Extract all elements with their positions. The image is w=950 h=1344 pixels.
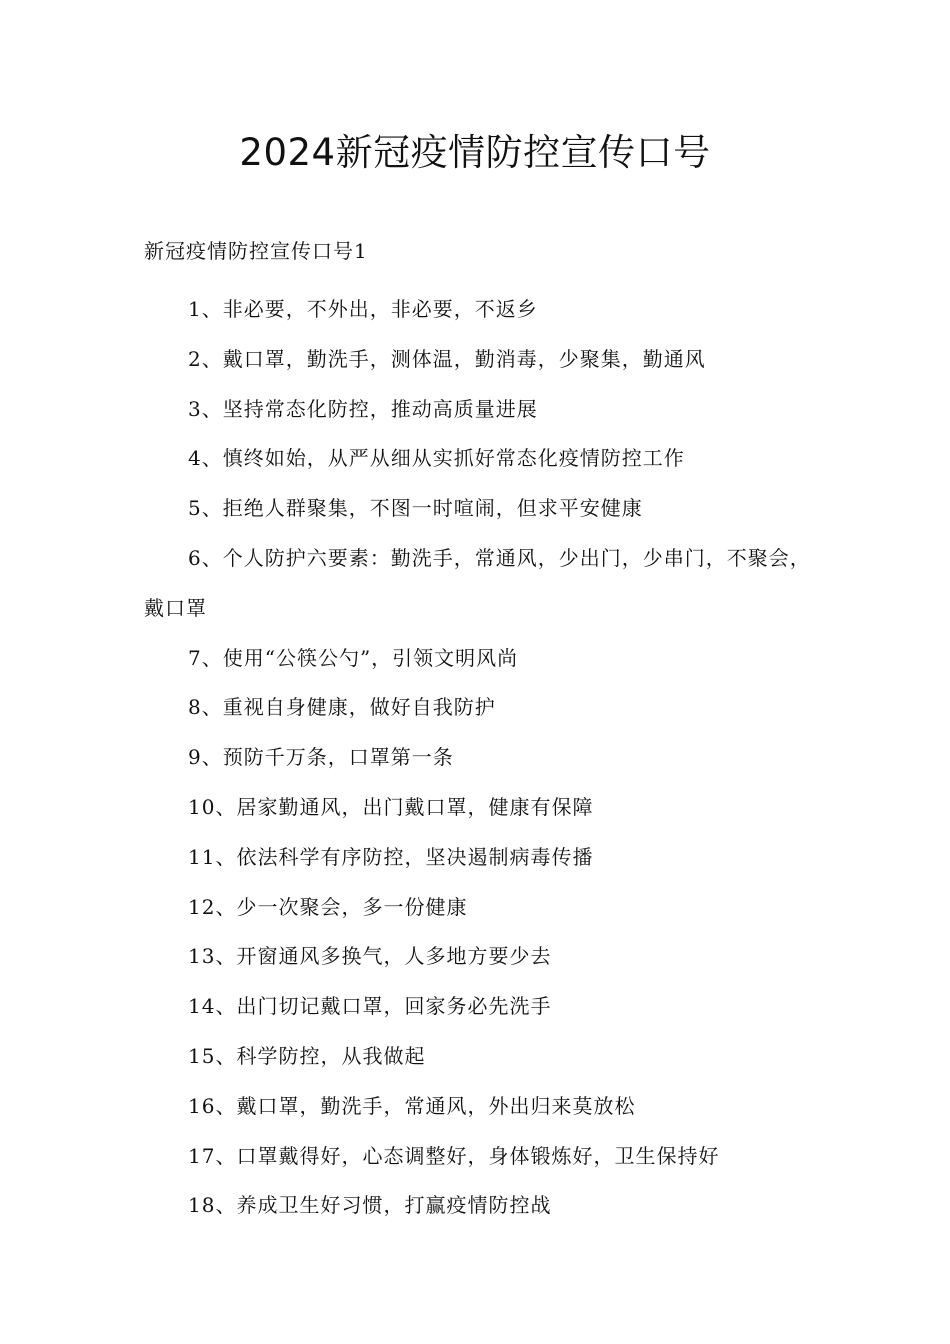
list-item: 8、重视自身健康，做好自我防护 xyxy=(188,695,496,720)
list-item: 17、口罩戴得好，心态调整好，身体锻炼好，卫生保持好 xyxy=(188,1143,720,1168)
list-item: 5、拒绝人群聚集，不图一时喧闹，但求平安健康 xyxy=(188,496,643,521)
list-item: 4、慎终如始，从严从细从实抓好常态化疫情防控工作 xyxy=(188,446,685,471)
list-item: 13、开窗通风多换气，人多地方要少去 xyxy=(188,944,552,969)
list-item: 3、坚持常态化防控，推动高质量进展 xyxy=(188,396,538,421)
list-item: 9、预防千万条，口罩第一条 xyxy=(188,745,454,770)
section-heading: 新冠疫情防控宣传口号1 xyxy=(144,239,368,263)
list-item: 14、出门切记戴口罩，回家务必先洗手 xyxy=(188,994,552,1019)
list-item: 10、居家勤通风，出门戴口罩，健康有保障 xyxy=(188,794,594,819)
list-item: 7、使用“公筷公勺”，引领文明风尚 xyxy=(188,645,519,670)
list-item: 11、依法科学有序防控，坚决遏制病毒传播 xyxy=(188,844,594,869)
document-title: 2024新冠疫情防控宣传口号 xyxy=(239,131,711,174)
list-item: 12、少一次聚会，多一份健康 xyxy=(188,894,468,919)
list-item: 1、非必要，不外出，非必要，不返乡 xyxy=(188,297,538,321)
list-item: 15、科学防控，从我做起 xyxy=(188,1043,426,1068)
list-item: 2、戴口罩，勤洗手，测体温，勤消毒，少聚集，勤通风 xyxy=(188,346,706,371)
list-item: 6、个人防护六要素：勤洗手，常通风，少出门，少串门，不聚会，戴口罩 xyxy=(144,545,811,620)
slogan-list xyxy=(144,285,814,1231)
list-item: 18、养成卫生好习惯，打赢疫情防控战 xyxy=(188,1193,552,1218)
list-item: 16、戴口罩，勤洗手，常通风，外出归来莫放松 xyxy=(188,1093,636,1118)
